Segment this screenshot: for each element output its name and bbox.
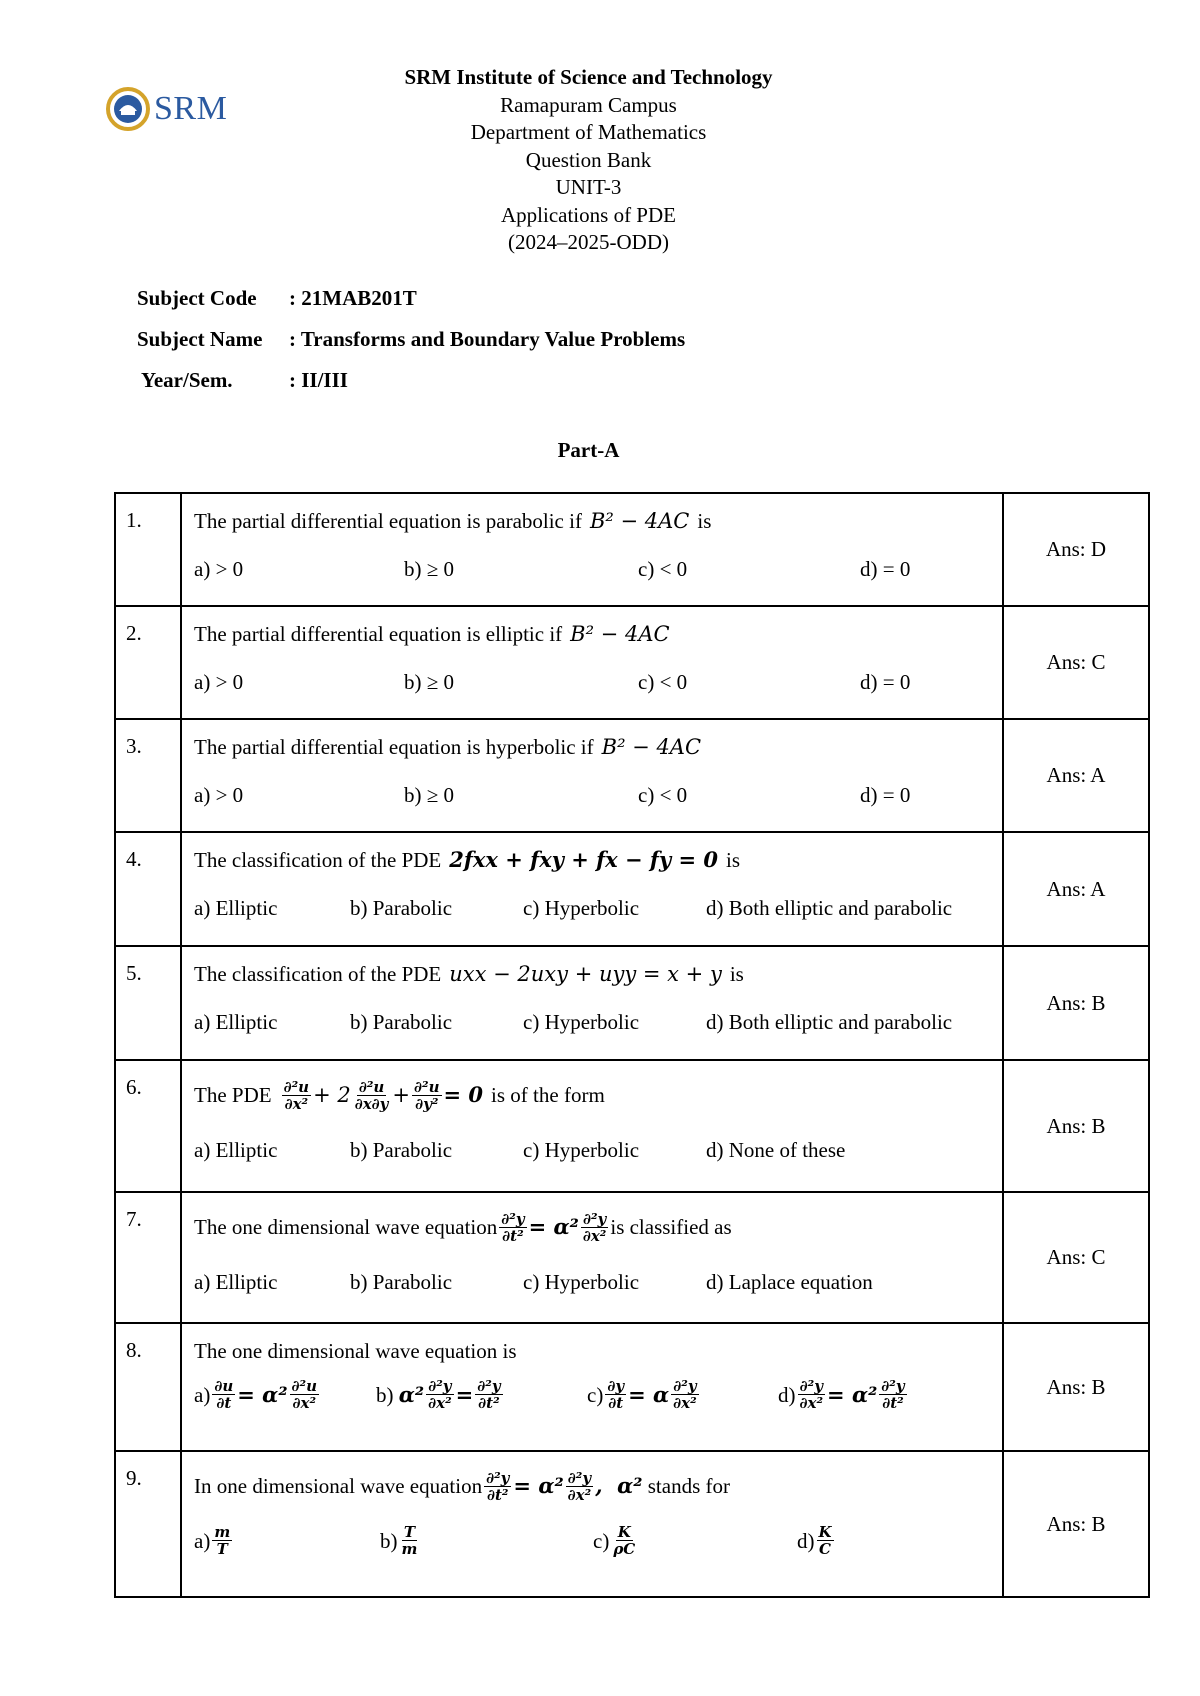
- question-body: [181, 1323, 1003, 1451]
- option-c: c) $\frac{\partial y}{\partial t}$ = α $\frac{\text{∂²y}}{\text{∂x²}}$: [587, 1377, 697, 1412]
- option-d: d) Laplace equation: [706, 1270, 873, 1294]
- year-sem-label: Year/Sem.: [141, 368, 233, 392]
- option-c: c) < 0: [638, 670, 688, 694]
- option-b: b) Parabolic: [350, 1010, 453, 1034]
- table-row: [115, 1192, 1149, 1323]
- option-d: d) = 0: [860, 783, 911, 807]
- question-number: 5.: [115, 946, 181, 1060]
- question-text: The partial differential equation is hyperbolic if: [194, 735, 594, 759]
- part-heading: Part-A: [557, 438, 620, 462]
- year-sem: : II/III: [289, 368, 348, 392]
- option-d: d) = 0: [860, 670, 911, 694]
- question-body: [181, 832, 1003, 946]
- option-c: c) < 0: [638, 783, 688, 807]
- table-row: [115, 832, 1149, 946]
- option-d: d) = 0: [860, 557, 911, 581]
- document-type: Question Bank: [525, 147, 652, 172]
- question-number: 3.: [115, 719, 181, 832]
- question-number: 1.: [115, 493, 181, 606]
- option-b: b) α² $\frac{\text{∂²y}}{\text{∂x²}}$ = $\frac{\text{∂²y}}{\text{∂t²}}$: [376, 1377, 501, 1412]
- option-a: a) Elliptic: [194, 896, 278, 920]
- math-fraction: $\frac{\text{∂²y}}{\text{∂x²}}$: [582, 1209, 607, 1245]
- document-header: [0, 64, 1177, 257]
- option-d: d) Both elliptic and parabolic: [706, 896, 953, 920]
- option-d: d) $\frac{K}{C}$: [797, 1523, 832, 1558]
- question-body: In one dimensional wave equation $\frac{\text{∂²y}}{\text{∂t²}}$ = α² $\frac{\text{∂²y}}{\text{∂x²}}$ , α² stands for a) $\frac{m}{T}$ b) $\frac{T}{m}$ c) $\frac{K}{\rho C}$ d) $\frac{K}{C}$: [181, 1451, 1003, 1597]
- option-b: b) Parabolic: [350, 1270, 453, 1294]
- math-fraction: $\frac{\text{∂²y}}{\text{∂x²}}$: [567, 1468, 592, 1504]
- option-a: a) Elliptic: [194, 1270, 278, 1294]
- question-tail: stands for: [647, 1474, 730, 1498]
- option-c: c) Hyperbolic: [523, 1138, 640, 1162]
- question-body: [181, 606, 1003, 719]
- logo-text: SRM: [154, 90, 228, 127]
- option-c: c) Hyperbolic: [523, 1010, 640, 1034]
- question-body: [181, 946, 1003, 1060]
- option-b: b) ≥ 0: [404, 670, 455, 694]
- math-fraction: $\frac{\text{∂²u}}{\partial x\partial y}$: [354, 1077, 389, 1113]
- question-text: In one dimensional wave equation: [194, 1474, 483, 1498]
- subject-code-label: Subject Code: [137, 286, 257, 310]
- question-number: 6.: [115, 1060, 181, 1192]
- option-d: d) Both elliptic and parabolic: [706, 1010, 953, 1034]
- answer-cell: Ans: B: [1003, 1451, 1149, 1597]
- question-text: The one dimensional wave equation is: [194, 1339, 517, 1363]
- table-row: [115, 946, 1149, 1060]
- math-expression: B² − 4AC: [589, 509, 690, 533]
- option-c: c) Hyperbolic: [523, 896, 640, 920]
- question-number: 7.: [115, 1192, 181, 1323]
- answer-cell: Ans: D: [1003, 493, 1149, 606]
- answer-cell: Ans: B: [1003, 1060, 1149, 1192]
- question-tail: is classified as: [610, 1215, 732, 1239]
- question-number: 8.: [115, 1323, 181, 1451]
- subject-info: [137, 286, 685, 409]
- institute-name: SRM Institute of Science and Technology: [404, 65, 773, 89]
- math-expression: B² − 4AC: [601, 735, 702, 759]
- unit-label: UNIT-3: [555, 175, 622, 199]
- option-c: c) $\frac{K}{\rho C}$: [593, 1523, 636, 1558]
- question-body: The PDE $\frac{\text{∂²u}}{\text{∂x²}}$ + 2 $\frac{\text{∂²u}}{\partial x\partial y}$ + $\frac{\text{∂²u}}{\text{∂y²}}$ = 0 is of the form a) Elliptic b) Parabolic c) Hyperbolic d) None of these: [181, 1060, 1003, 1192]
- department-name: Department of Mathematics: [470, 120, 707, 144]
- question-tail: is: [725, 848, 740, 872]
- option-a: a) $\frac{\partial u}{\partial t}$ = α² $\frac{\text{∂²u}}{\text{∂x²}}$: [194, 1377, 318, 1412]
- math-expression: B² − 4AC: [570, 622, 670, 646]
- math-expression: 2fxx + fxy + fx − fy = 0: [449, 847, 718, 872]
- answer-cell: Ans: C: [1003, 606, 1149, 719]
- table-row: [115, 1323, 1149, 1451]
- question-body: [181, 719, 1003, 832]
- subject-name-label: Subject Name: [137, 327, 263, 351]
- question-text: The PDE: [194, 1083, 272, 1107]
- math-fraction: $\frac{\text{∂²u}}{\text{∂y²}}$: [414, 1077, 440, 1113]
- option-b: b) ≥ 0: [404, 783, 455, 807]
- math-fraction: $\frac{\text{∂²y}}{\text{∂t²}}$: [486, 1468, 510, 1504]
- answer-cell: Ans: A: [1003, 832, 1149, 946]
- answer-cell: Ans: C: [1003, 1192, 1149, 1323]
- table-row: [115, 1060, 1149, 1192]
- option-a: a) > 0: [194, 670, 244, 694]
- table-row: [115, 493, 1149, 606]
- option-a: a) $\frac{m}{T}$: [194, 1523, 231, 1558]
- campus-name: Ramapuram Campus: [500, 92, 677, 117]
- question-text: The partial differential equation is parabolic if: [194, 509, 582, 533]
- option-a: a) Elliptic: [194, 1010, 278, 1034]
- option-d: d) $\frac{\text{∂²y}}{\text{∂x²}}$ = α² $\frac{\text{∂²y}}{\text{∂t²}}$: [778, 1377, 905, 1412]
- option-b: b) ≥ 0: [404, 557, 455, 581]
- questions-table: [114, 492, 1150, 1598]
- table-row: [115, 719, 1149, 832]
- table-row: [115, 606, 1149, 719]
- option-d: d) None of these: [706, 1138, 846, 1162]
- question-text: The partial differential equation is elliptic if: [194, 622, 563, 646]
- topic-label: Applications of PDE: [501, 202, 676, 227]
- question-number: 9.: [115, 1451, 181, 1597]
- option-c: c) Hyperbolic: [523, 1270, 640, 1294]
- answer-cell: Ans: A: [1003, 719, 1149, 832]
- question-text: The classification of the PDE: [194, 848, 442, 872]
- option-a: a) > 0: [194, 783, 244, 807]
- question-text: The one dimensional wave equation: [194, 1215, 498, 1239]
- option-b: b) Parabolic: [350, 1138, 453, 1162]
- option-b: b) Parabolic: [350, 896, 453, 920]
- subject-name: : Transforms and Boundary Value Problems: [289, 327, 686, 351]
- question-body: The one dimensional wave equation $\frac{\text{∂²y}}{\text{∂t²}}$ = α² $\frac{\text{∂²y}}{\text{∂x²}}$ is classified as a) Elliptic b) Parabolic c) Hyperbolic d) Laplace equation: [181, 1192, 1003, 1323]
- question-number: 4.: [115, 832, 181, 946]
- question-tail: is: [697, 509, 712, 533]
- answer-cell: Ans: B: [1003, 1323, 1149, 1451]
- table-row: [115, 1451, 1149, 1597]
- academic-year: (2024–2025-ODD): [508, 230, 669, 254]
- option-b: b) $\frac{T}{m}$: [380, 1523, 418, 1558]
- math-fraction: $\frac{\text{∂²u}}{\text{∂x²}}$: [283, 1077, 310, 1113]
- option-a: a) Elliptic: [194, 1138, 278, 1162]
- math-fraction: $\frac{\text{∂²y}}{\text{∂t²}}$: [501, 1209, 525, 1245]
- subject-code: : 21MAB201T: [289, 286, 417, 310]
- answer-cell: Ans: B: [1003, 946, 1149, 1060]
- question-number: 2.: [115, 606, 181, 719]
- option-c: c) < 0: [638, 557, 688, 581]
- math-expression: uxx − 2uxy + uyy = x + y: [449, 962, 722, 986]
- question-text: The classification of the PDE: [194, 962, 442, 986]
- question-tail: is: [729, 962, 744, 986]
- option-a: a) > 0: [194, 557, 244, 581]
- question-tail: is of the form: [491, 1083, 605, 1107]
- question-body: [181, 493, 1003, 606]
